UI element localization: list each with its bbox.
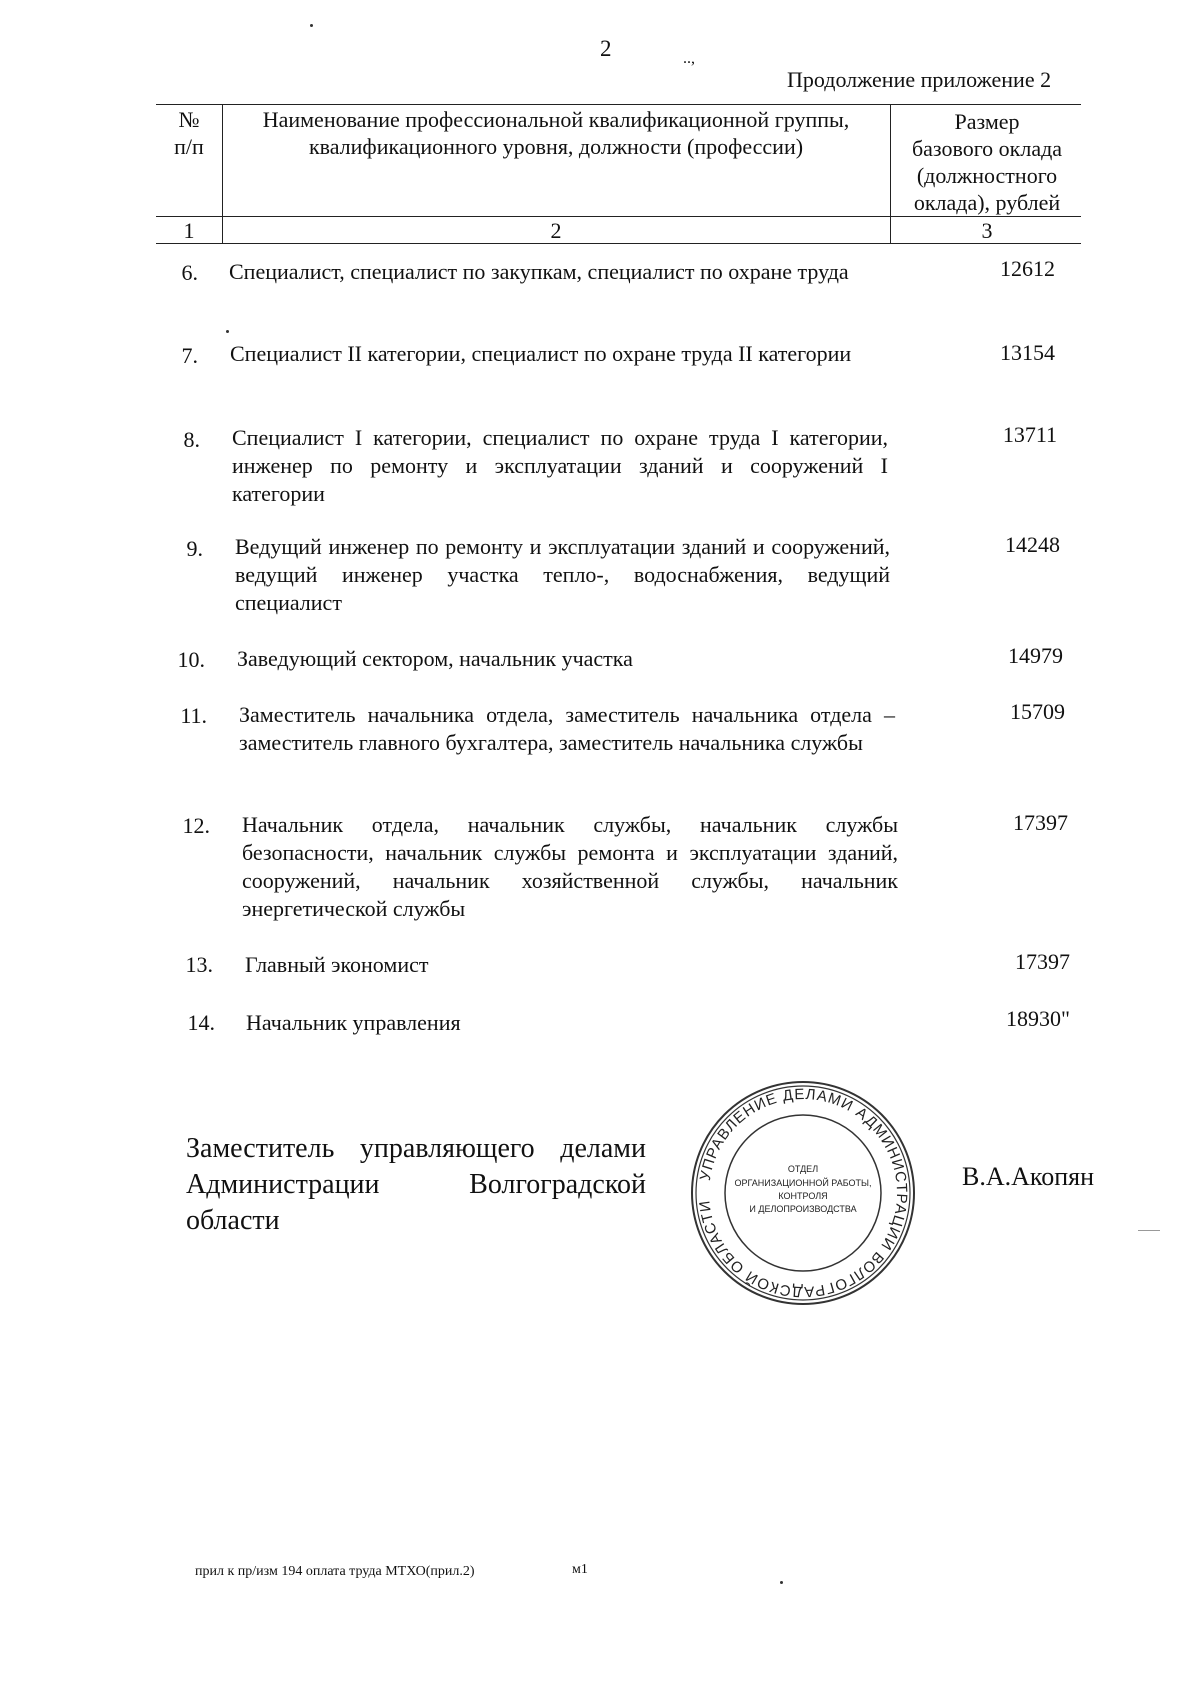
footer-mark: м1: [572, 1562, 588, 1577]
header-name: [224, 106, 888, 160]
header-bottom-border: [156, 216, 1081, 217]
header-salary-line2: базового оклада: [911, 136, 1063, 161]
continuation-label: Продолжение приложение 2: [787, 67, 1052, 92]
row-name: Специалист I категории, специалист по охране труда I категории, инженер по ремонту и эксплуатации зданий и сооружений I категории: [232, 425, 888, 506]
row-salary: 18930": [1006, 1006, 1070, 1031]
stamp-center-line3: КОНТРОЛЯ: [778, 1191, 828, 1201]
row-name: Заместитель начальника отдела, заместитель начальника отдела – заместитель главного бухгалтера, заместитель начальника службы: [239, 702, 895, 755]
table-top-border: [156, 104, 1081, 105]
signatory-name: В.А.Акопян: [962, 1162, 1094, 1191]
row-num: 11.: [180, 703, 207, 728]
header-salary-line3: (должностного: [916, 163, 1058, 188]
scan-mark: [1138, 1230, 1160, 1231]
header-num-line1: №: [178, 107, 200, 132]
row-num: 14.: [187, 1010, 215, 1035]
row-salary: 13711: [1002, 422, 1057, 447]
row-name: Ведущий инженер по ремонту и эксплуатации зданий и сооружений, ведущий инженер участка тепло-, водоснабжения, ведущий специалист: [235, 534, 890, 615]
official-stamp: [690, 1080, 916, 1306]
stamp-center-line2: ОРГАНИЗАЦИОННОЙ РАБОТЫ,: [734, 1178, 872, 1188]
column-number-1: 1: [183, 218, 195, 243]
stamp-ring-text: УПРАВЛЕНИЕ ДЕЛАМИ АДМИНИСТРАЦИИ ВОЛГОГРАДСКОЙ ОБЛАСТИ: [696, 1085, 911, 1301]
header-salary-line1: Размер: [954, 109, 1020, 134]
row-num: 12.: [182, 813, 210, 838]
column-divider-1: [222, 104, 223, 243]
row-salary: 17397: [1013, 810, 1068, 835]
signatory-position-line1: Заместитель управляющего делами: [186, 1133, 646, 1164]
header-name-line2: квалификационного уровня, должности (профессии): [308, 134, 804, 159]
column-number-2: 2: [550, 218, 562, 243]
header-salary-line4: оклада), рублей: [913, 190, 1061, 215]
row-num: 10.: [177, 647, 205, 672]
row-salary: 14979: [1008, 643, 1063, 668]
row-name: Специалист II категории, специалист по охране труда II категории: [230, 341, 852, 366]
row-num: 9.: [186, 536, 203, 561]
column-divider-2: [890, 104, 891, 243]
tick-mark: ..,: [683, 50, 695, 67]
row-name: Специалист, специалист по закупкам, специалист по охране труда: [229, 259, 849, 284]
row-salary: 14248: [1005, 532, 1060, 557]
row-name: Главный экономист: [245, 952, 429, 977]
row-num: 8.: [183, 427, 200, 452]
signatory-position: [186, 1131, 646, 1239]
header-num: [158, 106, 220, 160]
row-name: Начальник отдела, начальник службы, начальник службы безопасности, начальник службы ремонта и эксплуатации зданий, сооружений, начальник хозяйственной службы, начальник энергетической службы: [242, 812, 898, 921]
signatory-position-line2: Администрации Волгоградской области: [186, 1169, 646, 1236]
scan-speck: [310, 24, 313, 27]
stamp-center-line1: ОТДЕЛ: [787, 1164, 819, 1174]
scan-speck: [780, 1581, 783, 1584]
page-number: 2: [600, 36, 612, 61]
row-name: Заведующий сектором, начальник участка: [237, 646, 633, 671]
scan-speck: [226, 330, 229, 333]
row-salary: 17397: [1015, 949, 1070, 974]
row-num: 6.: [181, 260, 198, 285]
footer-file-reference: прил к пр/изм 194 оплата труда МТХО(прил.2): [195, 1564, 475, 1579]
row-salary: 13154: [1000, 340, 1055, 365]
row-name: Начальник управления: [246, 1010, 461, 1035]
header-salary: [892, 108, 1082, 216]
header-num-line2: п/п: [174, 134, 204, 159]
row-salary: 15709: [1010, 699, 1065, 724]
row-num: 13.: [185, 952, 213, 977]
column-number-3: 3: [981, 218, 993, 243]
stamp-center-line4: И ДЕЛОПРОИЗВОДСТВА: [749, 1204, 857, 1214]
row-num: 7.: [181, 343, 198, 368]
row-salary: 12612: [1000, 256, 1055, 281]
header-name-line1: Наименование профессиональной квалификационной группы,: [262, 107, 850, 132]
